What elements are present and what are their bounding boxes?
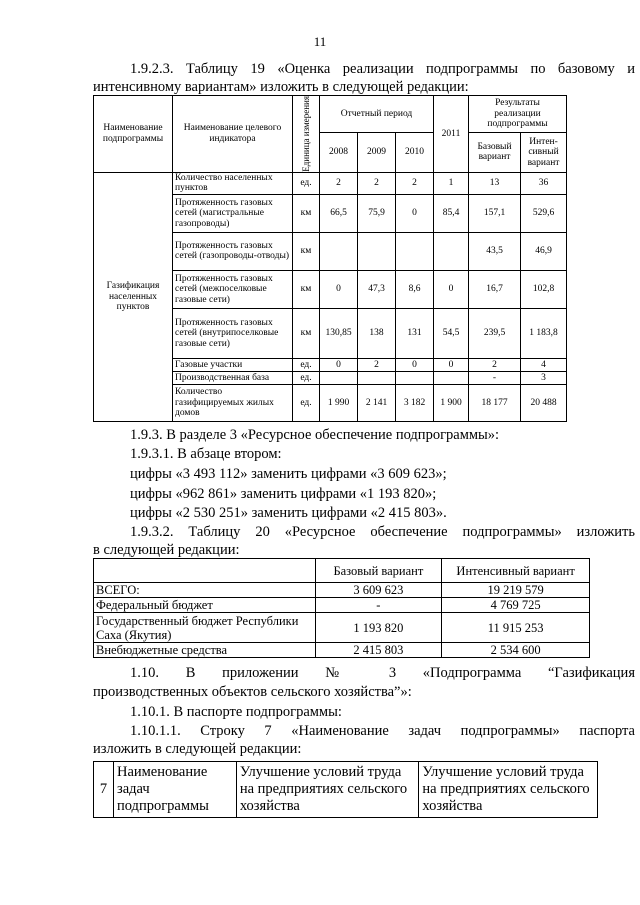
indicator: Количество населенных пунктов	[173, 172, 293, 194]
section-1101: 1.10.1. В паспорте подпрограммы:	[130, 704, 342, 720]
header-base: Базовый вариант	[315, 559, 442, 583]
value-base: -	[315, 598, 442, 613]
value-2011: 85,4	[434, 194, 469, 232]
section-1931: 1.9.3.1. В абзаце втором:	[130, 446, 282, 462]
indicator: Газовые участки	[173, 358, 293, 371]
header-program-name: Наименование подпрограммы	[94, 96, 173, 173]
unit: ед.	[293, 172, 320, 194]
value-2008	[320, 232, 358, 270]
unit: км	[293, 194, 320, 232]
value-base: -	[469, 371, 521, 384]
header-base: Базовый вариант	[469, 132, 521, 172]
unit: км	[293, 270, 320, 308]
row-label: ВСЕГО:	[94, 583, 316, 598]
section-1923-line2: интенсивному вариантам» изложить в следующей редакции:	[93, 79, 469, 95]
value-2010: 8,6	[396, 270, 434, 308]
header-empty	[94, 559, 316, 583]
table-19	[93, 95, 567, 422]
row-label: Государственный бюджет Республики Саха (Якутия)	[94, 613, 316, 643]
header-unit-text: Единица измерения	[300, 96, 311, 172]
page-number: 11	[313, 34, 327, 49]
section-193: 1.9.3. В разделе 3 «Ресурсное обеспечение подпрограммы»:	[130, 427, 500, 443]
value-intensive: 1 183,8	[521, 308, 567, 358]
header-intensive: Интенсивный вариант	[442, 559, 590, 583]
value-2008: 1 990	[320, 384, 358, 421]
value-2008: 130,85	[320, 308, 358, 358]
value-intensive: 4	[521, 358, 567, 371]
header-year-2010: 2010	[396, 132, 434, 172]
table-row	[94, 172, 567, 194]
value-2010: 3 182	[396, 384, 434, 421]
replace-3: цифры «2 530 251» заменить цифрами «2 415 803».	[130, 505, 447, 521]
unit: км	[293, 308, 320, 358]
value-intensive: 20 488	[521, 384, 567, 421]
value-intensive: 36	[521, 172, 567, 194]
header-year-2011: 2011	[434, 96, 469, 173]
table-row	[94, 643, 590, 658]
value-2010: 0	[396, 194, 434, 232]
row-name: Наименование задач подпрограммы	[113, 762, 236, 818]
value-base: 2 415 803	[315, 643, 442, 658]
value-intensive: 11 915 253	[442, 613, 590, 643]
header-period: Отчетный период	[320, 96, 434, 133]
section-11011-line2: изложить в следующей редакции:	[93, 741, 302, 757]
header-results: Результаты реализации подпрограммы	[469, 96, 567, 133]
value-2011: 0	[434, 358, 469, 371]
value-base: 43,5	[469, 232, 521, 270]
value-intensive: 3	[521, 371, 567, 384]
value-2010: 131	[396, 308, 434, 358]
value-base: 3 609 623	[315, 583, 442, 598]
value-intensive: 529,6	[521, 194, 567, 232]
value-2011: 1	[434, 172, 469, 194]
value-2008: 0	[320, 358, 358, 371]
value-intensive: 19 219 579	[442, 583, 590, 598]
unit: км	[293, 232, 320, 270]
value-base: 13	[469, 172, 521, 194]
value-2009: 47,3	[358, 270, 396, 308]
value-2009	[358, 371, 396, 384]
value-base: 239,5	[469, 308, 521, 358]
section-110-line1: 1.10. В приложении № 3 «Подпрограмма “Газификация	[130, 665, 635, 681]
value-2011: 0	[434, 270, 469, 308]
value-2009: 2 141	[358, 384, 396, 421]
row-col3: Улучшение условий труда на предприятиях сельского хозяйства	[419, 762, 598, 818]
unit: ед.	[293, 384, 320, 421]
value-base: 18 177	[469, 384, 521, 421]
section-11011-line1: 1.10.1.1. Строку 7 «Наименование задач подпрограммы» паспорта	[130, 723, 635, 739]
value-base: 16,7	[469, 270, 521, 308]
value-base: 2	[469, 358, 521, 371]
value-2008: 66,5	[320, 194, 358, 232]
value-2008	[320, 371, 358, 384]
header-year-2008: 2008	[320, 132, 358, 172]
section-1932-line2: в следующей редакции:	[93, 542, 240, 558]
table-20	[93, 558, 590, 658]
value-2009	[358, 232, 396, 270]
indicator: Протяженность газовых сетей (магистральные газопроводы)	[173, 194, 293, 232]
indicator: Протяженность газовых сетей (внутрипоселковые газовые сети)	[173, 308, 293, 358]
section-1932-line1: 1.9.3.2. Таблицу 20 «Ресурсное обеспечение подпрограммы» изложить	[130, 524, 635, 540]
indicator: Количество газифицируемых жилых домов	[173, 384, 293, 421]
row-label: Внебюджетные средства	[94, 643, 316, 658]
value-2009: 138	[358, 308, 396, 358]
value-intensive: 4 769 725	[442, 598, 590, 613]
value-2010	[396, 371, 434, 384]
program-name: Газификация населенных пунктов	[94, 172, 173, 421]
value-intensive: 46,9	[521, 232, 567, 270]
table-row	[94, 762, 598, 818]
header-indicator: Наименование целевого индикатора	[173, 96, 293, 173]
table-passport-row	[93, 761, 598, 818]
indicator: Протяженность газовых сетей (межпоселковые газовые сети)	[173, 270, 293, 308]
indicator: Производственная база	[173, 371, 293, 384]
row-number: 7	[94, 762, 114, 818]
replace-2: цифры «962 861» заменить цифрами «1 193 820»;	[130, 486, 437, 502]
value-base: 157,1	[469, 194, 521, 232]
section-1923-line1: 1.9.2.3. Таблицу 19 «Оценка реализации подпрограммы по базовому и	[130, 61, 635, 77]
row-col2: Улучшение условий труда на предприятиях сельского хозяйства	[236, 762, 419, 818]
value-2010: 2	[396, 172, 434, 194]
header-intensive: Интен-сивный вариант	[521, 132, 567, 172]
table-row	[94, 598, 590, 613]
value-2010	[396, 232, 434, 270]
header-unit	[293, 96, 320, 173]
value-2009: 2	[358, 172, 396, 194]
value-base: 1 193 820	[315, 613, 442, 643]
unit: ед.	[293, 371, 320, 384]
table-row	[94, 583, 590, 598]
value-2011	[434, 232, 469, 270]
value-2011	[434, 371, 469, 384]
header-year-2009: 2009	[358, 132, 396, 172]
value-2009: 2	[358, 358, 396, 371]
value-intensive: 102,8	[521, 270, 567, 308]
value-2011: 1 900	[434, 384, 469, 421]
value-2011: 54,5	[434, 308, 469, 358]
indicator: Протяженность газовых сетей (газопроводы-отводы)	[173, 232, 293, 270]
row-label: Федеральный бюджет	[94, 598, 316, 613]
replace-1: цифры «3 493 112» заменить цифрами «3 609 623»;	[130, 466, 447, 482]
table-row	[94, 613, 590, 643]
unit: ед.	[293, 358, 320, 371]
value-2008: 2	[320, 172, 358, 194]
value-2010: 0	[396, 358, 434, 371]
section-110-line2: производственных объектов сельского хозяйства”»:	[93, 684, 412, 700]
value-intensive: 2 534 600	[442, 643, 590, 658]
value-2008: 0	[320, 270, 358, 308]
value-2009: 75,9	[358, 194, 396, 232]
